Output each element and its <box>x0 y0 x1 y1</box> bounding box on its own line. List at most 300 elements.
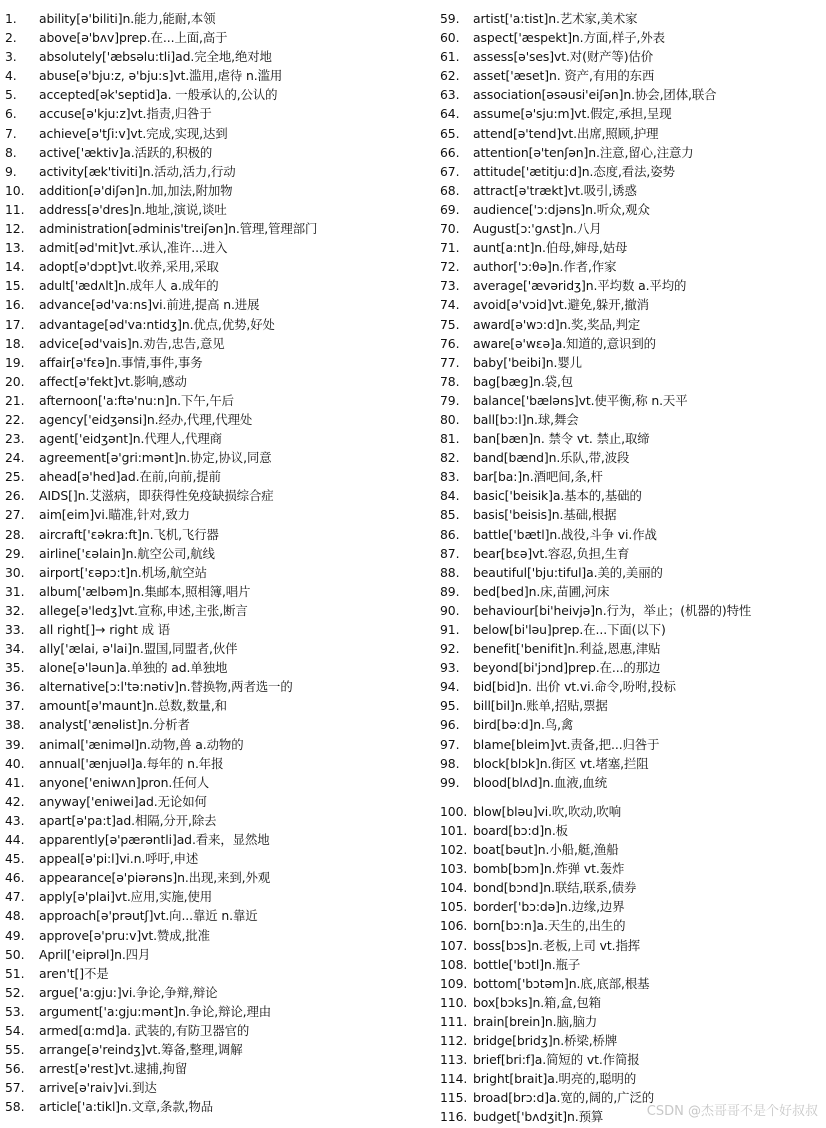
word-entry <box>5 582 425 601</box>
entry-number: 49. <box>5 927 25 943</box>
entry-text: accuse[ə'kju:z]vt.指责,归咎于 <box>39 106 212 122</box>
entry-text: appeal[ə'pi:l]vi.n.呼吁,申述 <box>39 851 199 867</box>
entry-number: 96. <box>440 717 460 733</box>
entry-number: 87. <box>440 545 460 561</box>
entry-number: 76. <box>440 335 460 351</box>
word-entry <box>5 945 425 964</box>
entry-number: 2. <box>5 30 17 46</box>
word-entry <box>5 754 425 773</box>
entry-text: battle['bætl]n.战役,斗争 vi.作战 <box>473 526 657 542</box>
entry-text: argument['a:gju:mənt]n.争论,辩论,理由 <box>39 1003 272 1019</box>
entry-text: author['ɔ:θə]n.作者,作家 <box>473 259 617 275</box>
entry-number: 64. <box>440 106 460 122</box>
word-entry <box>440 391 824 410</box>
entry-number: 8. <box>5 144 17 160</box>
entry-number: 86. <box>440 526 460 542</box>
entry-number: 104. <box>440 880 468 896</box>
word-entry <box>440 544 824 563</box>
entry-text: broad[brɔ:d]a.宽的,阔的,广泛的 <box>473 1090 655 1106</box>
entry-number: 68. <box>440 182 460 198</box>
entry-text: airport['ɛəpɔ:t]n.机场,航空站 <box>39 564 207 580</box>
entry-number: 43. <box>5 812 25 828</box>
word-entry <box>5 505 425 524</box>
word-entry <box>440 955 824 974</box>
entry-number: 23. <box>5 431 25 447</box>
entry-text: bond[bɔnd]n.联结,联系,债券 <box>473 880 637 896</box>
entry-text: bottom['bɔtəm]n.底,底部,根基 <box>473 975 650 991</box>
entry-number: 27. <box>5 507 25 523</box>
entry-text: boss[bɔs]n.老板,上司 vt.指挥 <box>473 937 641 953</box>
word-entry <box>5 868 425 887</box>
entry-text: arrest[ə'rest]vt.逮捕,拘留 <box>39 1061 188 1077</box>
entry-number: 6. <box>5 106 17 122</box>
entry-text: attention[ə'tenʃən]n.注意,留心,注意力 <box>473 144 694 160</box>
entry-number: 108. <box>440 956 468 972</box>
entry-text: beyond[bi'jɔnd]prep.在...的那边 <box>473 660 661 676</box>
entry-text: April['eiprəl]n.四月 <box>39 946 151 962</box>
word-entry <box>440 658 824 677</box>
word-entry <box>5 391 425 410</box>
entry-text: budget['bʌdʒit]n.预算 <box>473 1109 604 1125</box>
word-entry <box>440 897 824 916</box>
entry-text: bed[bed]n.床,苗圃,河床 <box>473 583 610 599</box>
word-entry <box>440 47 824 66</box>
entry-number: 3. <box>5 49 17 65</box>
entry-text: association[əsəusi'eiʃən]n.协会,团体,联合 <box>473 87 717 103</box>
entry-text: all right[]→ right 成 语 <box>39 622 171 637</box>
entry-number: 53. <box>5 1003 25 1019</box>
entry-text: aircraft['ɛəkra:ft]n.飞机,飞行器 <box>39 526 219 542</box>
entry-number: 37. <box>5 698 25 714</box>
word-entry <box>440 639 824 658</box>
entry-text: box[bɔks]n.箱,盒,包箱 <box>473 994 601 1010</box>
entry-text: aunt[a:nt]n.伯母,婶母,姑母 <box>473 240 628 256</box>
entry-number: 41. <box>5 774 25 790</box>
entry-number: 29. <box>5 545 25 561</box>
entry-text: absolutely['æbsəlu:tli]ad.完全地,绝对地 <box>39 49 272 65</box>
entry-number: 48. <box>5 908 25 924</box>
word-entry <box>440 162 824 181</box>
entry-number: 9. <box>5 163 17 179</box>
entry-text: bill[bil]n.账单,招贴,票据 <box>473 698 608 714</box>
word-entry <box>5 238 425 257</box>
entry-text: brain[brein]n.脑,脑力 <box>473 1013 598 1029</box>
word-entry <box>440 1031 824 1050</box>
word-entry <box>5 410 425 429</box>
entry-text: aren't[]不是 <box>39 965 109 981</box>
word-entry <box>5 735 425 754</box>
entry-text: arrange[ə'reindʒ]vt.筹备,整理,调解 <box>39 1042 243 1058</box>
entry-number: 4. <box>5 68 17 84</box>
word-entry <box>440 735 824 754</box>
entry-text: animal['æniməl]n.动物,兽 a.动物的 <box>39 736 244 752</box>
entry-number: 39. <box>5 736 25 752</box>
entry-text: award[ə'wɔ:d]n.奖,奖品,判定 <box>473 316 641 332</box>
word-entry <box>440 715 824 734</box>
entry-text: achieve[ə'tʃi:v]vt.完成,实现,达到 <box>39 125 228 141</box>
entry-number: 98. <box>440 755 460 771</box>
word-entry <box>5 639 425 658</box>
entry-text: anyway['eniwei]ad.无论如何 <box>39 793 207 809</box>
entry-text: ability[ə'biliti]n.能力,能耐,本领 <box>39 11 216 26</box>
word-entry <box>440 181 824 200</box>
entry-text: analyst['ænəlist]n.分析者 <box>39 717 190 733</box>
entry-number: 55. <box>5 1042 25 1058</box>
entry-text: affect[ə'fekt]vt.影响,感动 <box>39 373 187 389</box>
entry-number: 20. <box>5 373 25 389</box>
word-entry <box>5 372 425 391</box>
entry-number: 112. <box>440 1032 468 1048</box>
entry-text: aim[eim]vi.瞄准,针对,致力 <box>39 507 190 523</box>
entry-text: appearance[ə'piərəns]n.出现,来到,外观 <box>39 870 271 886</box>
word-entry <box>440 1050 824 1069</box>
entry-number: 88. <box>440 564 460 580</box>
word-entry <box>5 1040 425 1059</box>
entry-text: bomb[bɔm]n.炸弹 vt.轰炸 <box>473 861 625 877</box>
entry-text: armed[ɑ:md]a. 武装的,有防卫器官的 <box>39 1022 250 1038</box>
word-entry <box>5 926 425 945</box>
entry-number: 85. <box>440 507 460 523</box>
word-entry <box>5 467 425 486</box>
entry-text: AIDS[]n.艾滋病，即获得性免疫缺损综合症 <box>39 488 274 504</box>
word-entry <box>5 28 425 47</box>
word-entry <box>5 1021 425 1040</box>
entry-text: band[bænd]n.乐队,带,波段 <box>473 450 630 466</box>
entry-text: alone[ə'ləun]a.单独的 ad.单独地 <box>39 660 228 676</box>
word-entry <box>440 563 824 582</box>
entry-text: audience['ɔ:djəns]n.听众,观众 <box>473 201 650 217</box>
word-entry <box>440 257 824 276</box>
word-entry <box>5 448 425 467</box>
entry-number: 46. <box>5 870 25 886</box>
entry-number: 21. <box>5 392 25 408</box>
word-entry <box>5 486 425 505</box>
word-entry <box>440 219 824 238</box>
entry-text: blow[bləu]vi.吹,吹动,吹响 <box>473 803 622 819</box>
entry-number: 72. <box>440 259 460 275</box>
entry-number: 58. <box>5 1099 25 1115</box>
entry-number: 30. <box>5 564 25 580</box>
word-list-left-column <box>5 9 425 1116</box>
word-entry <box>440 28 824 47</box>
word-entry <box>5 849 425 868</box>
word-entry <box>5 200 425 219</box>
entry-number: 93. <box>440 660 460 676</box>
word-entry <box>440 696 824 715</box>
entry-number: 73. <box>440 278 460 294</box>
entry-number: 19. <box>5 354 25 370</box>
word-entry <box>5 658 425 677</box>
entry-number: 77. <box>440 354 460 370</box>
entry-number: 89. <box>440 583 460 599</box>
entry-number: 1. <box>5 11 17 26</box>
word-entry <box>5 792 425 811</box>
entry-number: 26. <box>5 488 25 504</box>
entry-number: 67. <box>440 163 460 179</box>
entry-number: 82. <box>440 450 460 466</box>
word-entry <box>440 353 824 372</box>
word-entry <box>5 315 425 334</box>
word-list-right-column <box>440 9 824 1126</box>
word-entry <box>5 887 425 906</box>
word-entry <box>440 85 824 104</box>
entry-number: 24. <box>5 450 25 466</box>
word-entry <box>440 467 824 486</box>
word-entry <box>440 1012 824 1031</box>
word-entry <box>440 754 824 773</box>
entry-text: apart[ə'pa:t]ad.相隔,分开,除去 <box>39 812 217 828</box>
word-entry <box>440 66 824 85</box>
word-entry <box>5 677 425 696</box>
entry-text: adult['ædʌlt]n.成年人 a.成年的 <box>39 278 219 294</box>
entry-text: board[bɔ:d]n.板 <box>473 822 568 838</box>
entry-text: asset['æset]n. 资产,有用的东西 <box>473 68 655 84</box>
entry-text: assume[ə'sju:m]vt.假定,承担,呈现 <box>473 106 672 122</box>
entry-number: 69. <box>440 201 460 217</box>
entry-number: 110. <box>440 994 468 1010</box>
entry-number: 94. <box>440 679 460 695</box>
entry-number: 90. <box>440 602 460 618</box>
word-entry <box>440 334 824 353</box>
entry-text: approve[ə'pru:v]vt.赞成,批准 <box>39 927 210 943</box>
word-entry <box>440 936 824 955</box>
entry-number: 5. <box>5 87 17 103</box>
entry-text: August[ɔ:'gʌst]n.八月 <box>473 221 602 237</box>
entry-text: afternoon['a:ftə'nu:n]n.下午,午后 <box>39 392 234 408</box>
word-entry <box>5 620 425 639</box>
word-entry <box>440 620 824 639</box>
word-entry <box>440 582 824 601</box>
entry-number: 114. <box>440 1071 468 1087</box>
word-entry <box>5 1002 425 1021</box>
entry-text: bridge[bridʒ]n.桥梁,桥牌 <box>473 1032 618 1048</box>
entry-number: 113. <box>440 1052 468 1068</box>
entry-number: 50. <box>5 946 25 962</box>
word-entry <box>5 983 425 1002</box>
entry-number: 103. <box>440 861 468 877</box>
entry-text: ahead[ə'hed]ad.在前,向前,提前 <box>39 469 221 485</box>
entry-text: adopt[ə'dɔpt]vt.收养,采用,采取 <box>39 259 219 275</box>
entry-text: bar[ba:]n.酒吧间,条,杆 <box>473 469 603 485</box>
entry-number: 17. <box>5 316 25 332</box>
entry-number: 61. <box>440 49 460 65</box>
word-entry <box>5 334 425 353</box>
entry-text: apply[ə'plai]vt.应用,实施,使用 <box>39 889 213 905</box>
entry-text: agreement[ə'gri:mənt]n.协定,协议,同意 <box>39 450 272 466</box>
entry-text: accepted[ək'septid]a. 一般承认的,公认的 <box>39 87 278 103</box>
word-entry <box>5 544 425 563</box>
entry-text: above[ə'bʌv]prep.在...上面,高于 <box>39 30 228 46</box>
word-entry <box>440 200 824 219</box>
entry-number: 25. <box>5 469 25 485</box>
word-entry <box>440 448 824 467</box>
word-entry <box>440 916 824 935</box>
entry-text: bear[bɛə]vt.容忍,负担,生育 <box>473 545 630 561</box>
word-entry <box>440 993 824 1012</box>
entry-text: aspect['æspekt]n.方面,样子,外表 <box>473 30 665 46</box>
entry-number: 15. <box>5 278 25 294</box>
entry-text: average['ævəridʒ]n.平均数 a.平均的 <box>473 278 687 294</box>
entry-text: address[ə'dres]n.地址,演说,谈吐 <box>39 201 227 217</box>
entry-number: 60. <box>440 30 460 46</box>
entry-number: 74. <box>440 297 460 313</box>
entry-text: argue['a:gju:]vi.争论,争辩,辩论 <box>39 984 218 1000</box>
entry-number: 18. <box>5 335 25 351</box>
word-entry <box>5 162 425 181</box>
entry-number: 56. <box>5 1061 25 1077</box>
entry-text: airline['ɛəlain]n.航空公司,航线 <box>39 545 215 561</box>
entry-text: addition[ə'diʃən]n.加,加法,附加物 <box>39 182 233 198</box>
entry-number: 97. <box>440 736 460 752</box>
word-entry <box>440 429 824 448</box>
entry-number: 34. <box>5 641 25 657</box>
word-entry <box>440 143 824 162</box>
entry-number: 52. <box>5 984 25 1000</box>
entry-number: 115. <box>440 1090 468 1106</box>
entry-text: aware[ə'wɛə]a.知道的,意识到的 <box>473 335 656 351</box>
entry-number: 22. <box>5 411 25 427</box>
word-entry <box>5 104 425 123</box>
entry-text: affair[ə'fɛə]n.事情,事件,事务 <box>39 354 203 370</box>
word-entry <box>5 1097 425 1116</box>
word-entry <box>440 677 824 696</box>
entry-number: 28. <box>5 526 25 542</box>
entry-text: annual['ænjuəl]a.每年的 n.年报 <box>39 755 224 771</box>
word-entry <box>440 505 824 524</box>
entry-number: 35. <box>5 660 25 676</box>
entry-number: 81. <box>440 431 460 447</box>
entry-text: bid[bid]n. 出价 vt.vi.命令,吩咐,投标 <box>473 679 676 695</box>
entry-text: agent['eidʒənt]n.代理人,代理商 <box>39 431 222 447</box>
entry-number: 105. <box>440 899 468 915</box>
entry-number: 47. <box>5 889 25 905</box>
entry-number: 57. <box>5 1080 25 1096</box>
word-entry <box>5 429 425 448</box>
entry-number: 80. <box>440 411 460 427</box>
entry-number: 109. <box>440 975 468 991</box>
entry-text: baby['beibi]n.婴儿 <box>473 354 582 370</box>
word-entry <box>5 773 425 792</box>
word-entry <box>5 85 425 104</box>
entry-number: 78. <box>440 373 460 389</box>
entry-text: born[bɔ:n]a.天生的,出生的 <box>473 918 626 934</box>
entry-number: 32. <box>5 602 25 618</box>
entry-number: 40. <box>5 755 25 771</box>
entry-number: 100. <box>440 803 468 819</box>
entry-number: 38. <box>5 717 25 733</box>
entry-text: blood[blʌd]n.血液,血统 <box>473 774 608 790</box>
word-entry <box>5 601 425 620</box>
entry-number: 70. <box>440 221 460 237</box>
entry-text: admit[əd'mit]vt.承认,准许...进入 <box>39 240 228 256</box>
word-entry <box>440 878 824 897</box>
entry-text: blame[bleim]vt.责备,把...归咎于 <box>473 736 660 752</box>
word-entry <box>5 811 425 830</box>
entry-number: 75. <box>440 316 460 332</box>
entry-number: 65. <box>440 125 460 141</box>
entry-text: allege[ə'ledʒ]vt.宣称,申述,主张,断言 <box>39 602 248 618</box>
entry-text: beautiful['bju:tiful]a.美的,美丽的 <box>473 564 663 580</box>
entry-number: 99. <box>440 774 460 790</box>
word-entry <box>440 372 824 391</box>
word-entry <box>5 181 425 200</box>
entry-number: 92. <box>440 641 460 657</box>
entry-number: 106. <box>440 918 468 934</box>
word-entry <box>440 104 824 123</box>
entry-text: abuse[ə'bju:z, ə'bju:s]vt.滥用,虐待 n.滥用 <box>39 68 283 84</box>
entry-number: 11. <box>5 201 25 217</box>
word-entry <box>5 295 425 314</box>
word-entry <box>5 124 425 143</box>
word-entry <box>5 1078 425 1097</box>
word-entry <box>5 47 425 66</box>
entry-text: balance['bæləns]vt.使平衡,称 n.天平 <box>473 392 688 408</box>
entry-text: alternative[ɔ:l'tə:nətiv]n.替换物,两者选一的 <box>39 679 293 695</box>
word-entry <box>440 295 824 314</box>
entry-number: 62. <box>440 68 460 84</box>
entry-number: 12. <box>5 221 25 237</box>
word-entry <box>440 802 824 821</box>
entry-text: basis['beisis]n.基础,根据 <box>473 507 617 523</box>
entry-number: 10. <box>5 182 25 198</box>
entry-text: administration[ədminis'treiʃən]n.管理,管理部门 <box>39 221 318 237</box>
entry-text: bag[bæg]n.袋,包 <box>473 373 574 389</box>
entry-text: basic['beisik]a.基本的,基础的 <box>473 488 642 504</box>
word-entry <box>440 124 824 143</box>
entry-text: ally['ælai, ə'lai]n.盟国,同盟者,伙伴 <box>39 641 238 657</box>
word-entry <box>5 276 425 295</box>
entry-text: activity[æk'tiviti]n.活动,活力,行动 <box>39 163 236 179</box>
word-entry <box>5 563 425 582</box>
word-entry <box>5 353 425 372</box>
word-entry <box>440 9 824 28</box>
entry-text: album['ælbəm]n.集邮本,照相簿,唱片 <box>39 583 251 599</box>
entry-text: advice[əd'vais]n.劝告,忠告,意见 <box>39 335 225 351</box>
entry-text: avoid[ə'vɔid]vt.避免,躲开,撤消 <box>473 297 649 313</box>
word-entry <box>440 974 824 993</box>
entry-number: 14. <box>5 259 25 275</box>
entry-number: 101. <box>440 822 468 838</box>
word-entry <box>5 9 425 28</box>
entry-text: border['bɔ:də]n.边缘,边界 <box>473 899 625 915</box>
entry-text: benefit['benifit]n.利益,恩惠,津贴 <box>473 641 661 657</box>
entry-text: apparently[ə'pærəntli]ad.看来，显然地 <box>39 832 270 848</box>
word-entry <box>440 601 824 620</box>
entry-number: 54. <box>5 1022 25 1038</box>
word-entry <box>5 143 425 162</box>
entry-number: 63. <box>440 87 460 103</box>
word-entry <box>5 66 425 85</box>
entry-number: 51. <box>5 965 25 981</box>
entry-text: brief[bri:f]a.简短的 vt.作简报 <box>473 1052 640 1068</box>
entry-text: below[bi'ləu]prep.在...下面(以下) <box>473 622 666 637</box>
entry-text: boat[bəut]n.小船,艇,渔船 <box>473 842 619 858</box>
word-entry <box>440 525 824 544</box>
entry-number: 45. <box>5 851 25 867</box>
entry-number: 102. <box>440 842 468 858</box>
entry-number: 83. <box>440 469 460 485</box>
entry-text: block[blɔk]n.街区 vt.堵塞,拦阻 <box>473 755 649 771</box>
word-entry <box>5 715 425 734</box>
entry-number: 59. <box>440 11 460 26</box>
entry-text: assess[ə'ses]vt.对(财产等)估价 <box>473 49 654 65</box>
entry-text: advance[əd'va:ns]vi.前进,提高 n.进展 <box>39 297 260 313</box>
word-entry <box>5 219 425 238</box>
word-entry <box>440 840 824 859</box>
entry-text: attend[ə'tend]vt.出席,照顾,护理 <box>473 125 659 141</box>
word-entry <box>5 257 425 276</box>
entry-number: 116. <box>440 1109 468 1125</box>
